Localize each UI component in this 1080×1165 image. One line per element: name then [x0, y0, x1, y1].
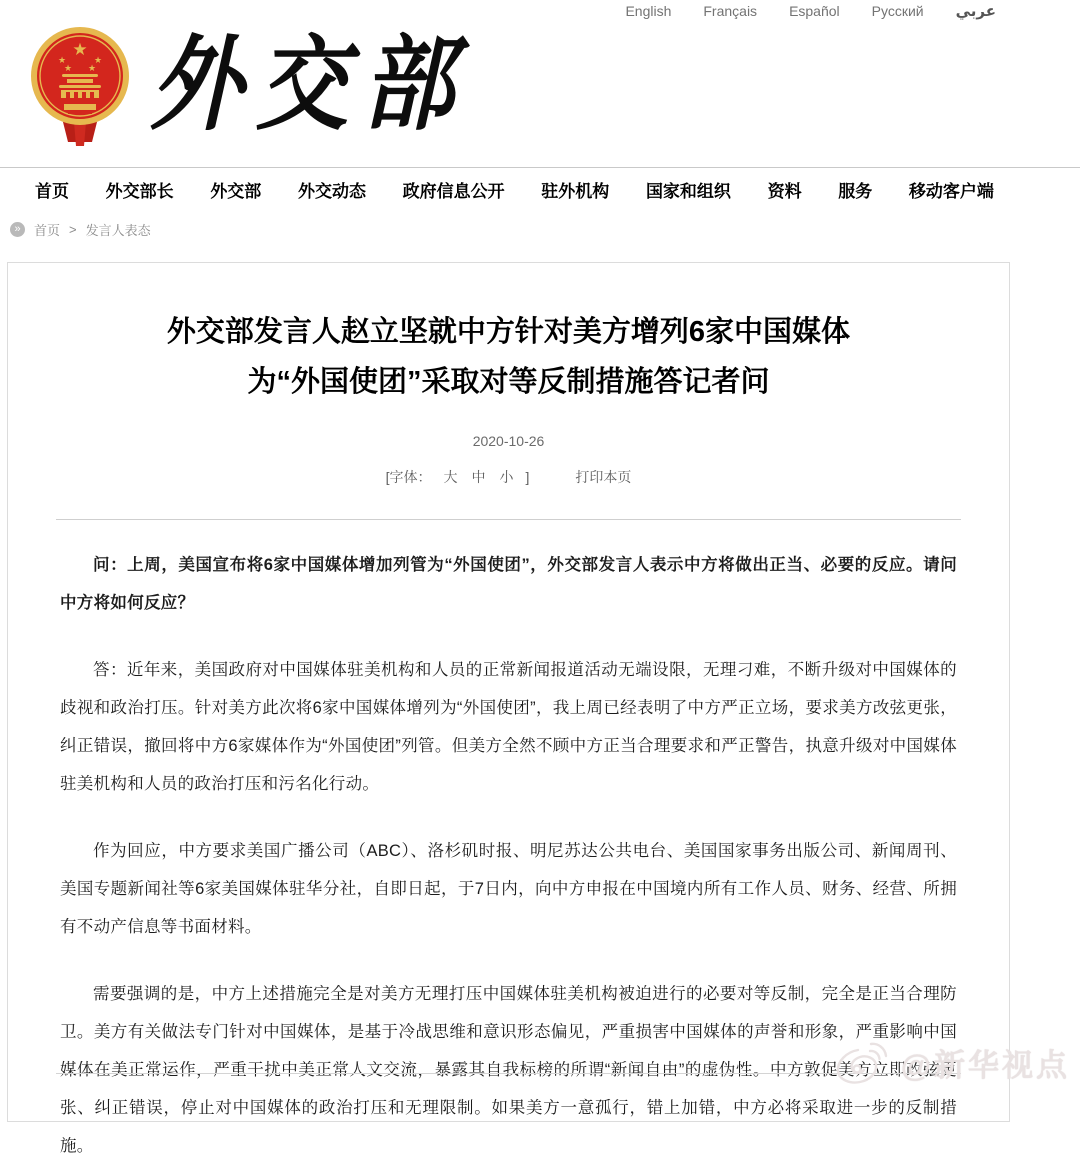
nav-item-mobile-app[interactable]: 移动客户端: [908, 182, 994, 201]
nav-item-resources[interactable]: 资料: [767, 182, 802, 201]
paragraph-question: 问：上周，美国宣布将6家中国媒体增加列管为“外国使团”，外交部发言人表示中方将做出正当、必要的反应。请问中方将如何反应？: [60, 556, 957, 612]
font-size-small-button[interactable]: 小: [499, 469, 514, 485]
font-size-large-button[interactable]: 大: [443, 469, 458, 485]
lang-link-english[interactable]: English: [625, 3, 672, 19]
breadcrumb-home-link[interactable]: 首页: [34, 223, 61, 238]
breadcrumb-current-link[interactable]: 发言人表态: [85, 223, 151, 238]
lang-link-espanol[interactable]: Español: [789, 3, 840, 19]
watermark-handle: @新华视点: [900, 1047, 1070, 1083]
svg-text:★: ★: [57, 55, 67, 65]
paragraph-answer-1: 答：近年来，美国政府对中国媒体驻美机构和人员的正常新闻报道活动无端设限，无理刁难，不断升级对中国媒体的歧视和政治打压。针对美方此次将6家中国媒体增列为“外国使团”，我上周已经表明了中方严正立场，要求美方改弦更张，纠正错误，撤回将中方6家媒体作为“外国使团”列管。但美方全然不顾中方正当合理要求和严正警告，执意升级对中国媒体驻美机构和人员的政治打压和污名化行动。: [60, 661, 957, 793]
nav-item-services[interactable]: 服务: [838, 182, 873, 201]
lang-link-arabic[interactable]: عربي: [955, 3, 996, 20]
article-title-line1: 外交部发言人赵立坚就中方针对美方增列6家中国媒体: [166, 316, 851, 348]
bottom-divider: [56, 1073, 961, 1074]
nav-item-missions[interactable]: 驻外机构: [541, 182, 610, 201]
print-page-button[interactable]: 打印本页: [575, 469, 632, 485]
article-body: [8, 520, 1009, 1165]
language-bar: [625, 2, 996, 20]
svg-text:★: ★: [72, 40, 88, 59]
site-header: [0, 0, 1080, 167]
article-title-line2: 为“外国使团”采取对等反制措施答记者问: [247, 366, 770, 398]
font-size-label-end: ]: [525, 469, 530, 485]
svg-text:★: ★: [87, 63, 97, 73]
article-title: [68, 307, 949, 407]
nav-item-ministry[interactable]: 外交部: [210, 182, 262, 201]
font-size-label: [字体：: [385, 469, 432, 485]
main-nav: [0, 167, 1080, 211]
nav-item-countries[interactable]: 国家和组织: [645, 182, 731, 201]
paragraph-answer-2: 作为回应，中方要求美国广播公司（ABC）、洛杉矶时报、明尼苏达公共电台、美国国家事务出版公司、新闻周刊、美国专题新闻社等6家美国媒体驻华分社，自即日起，于7日内，向中方申报在中国境内所有工作人员、财务、经营、所拥有不动产信息等书面材料。: [60, 842, 957, 936]
breadcrumb-separator: >: [69, 222, 77, 237]
lang-link-francais[interactable]: Français: [703, 3, 758, 19]
national-emblem-logo[interactable]: [28, 24, 132, 153]
nav-item-home[interactable]: 首页: [35, 182, 69, 201]
paragraph-answer-3: 需要强调的是，中方上述措施完全是对美方无理打压中国媒体驻美机构被迫进行的必要对等反制，完全是正当合理防卫。美方有关做法专门针对中国媒体，是基于冷战思维和意识形态偏见，严重损害中国媒体的声誉和形象，严重影响中国媒体在美正常运作，严重干扰中美正常人文交流，暴露其自我标榜的所谓“新闻自由”的虚伪性。中方敦促美方立即改弦更张、纠正错误，停止对中国媒体的政治打压和无理限制。如果美方一意孤行，错上加错，中方必将采取进一步的反制措施。: [60, 985, 957, 1155]
nav-item-minister[interactable]: 外交部长: [105, 182, 174, 201]
nav-item-activities[interactable]: 外交动态: [297, 182, 366, 201]
lang-link-russian[interactable]: Русский: [871, 3, 924, 19]
article-date: 2020-10-26: [472, 433, 545, 449]
svg-text:★: ★: [63, 63, 73, 73]
site-title-calligraphy: 外交部: [150, 23, 469, 145]
font-size-medium-button[interactable]: 中: [471, 469, 486, 485]
svg-text:★: ★: [93, 55, 103, 65]
article-container: [7, 262, 1010, 1155]
article-toolbar: [8, 467, 1009, 487]
national-emblem-icon: [28, 24, 132, 148]
breadcrumb-arrow-icon: »: [10, 222, 25, 237]
breadcrumb: [10, 220, 151, 239]
nav-item-gov-info[interactable]: 政府信息公开: [402, 182, 505, 201]
